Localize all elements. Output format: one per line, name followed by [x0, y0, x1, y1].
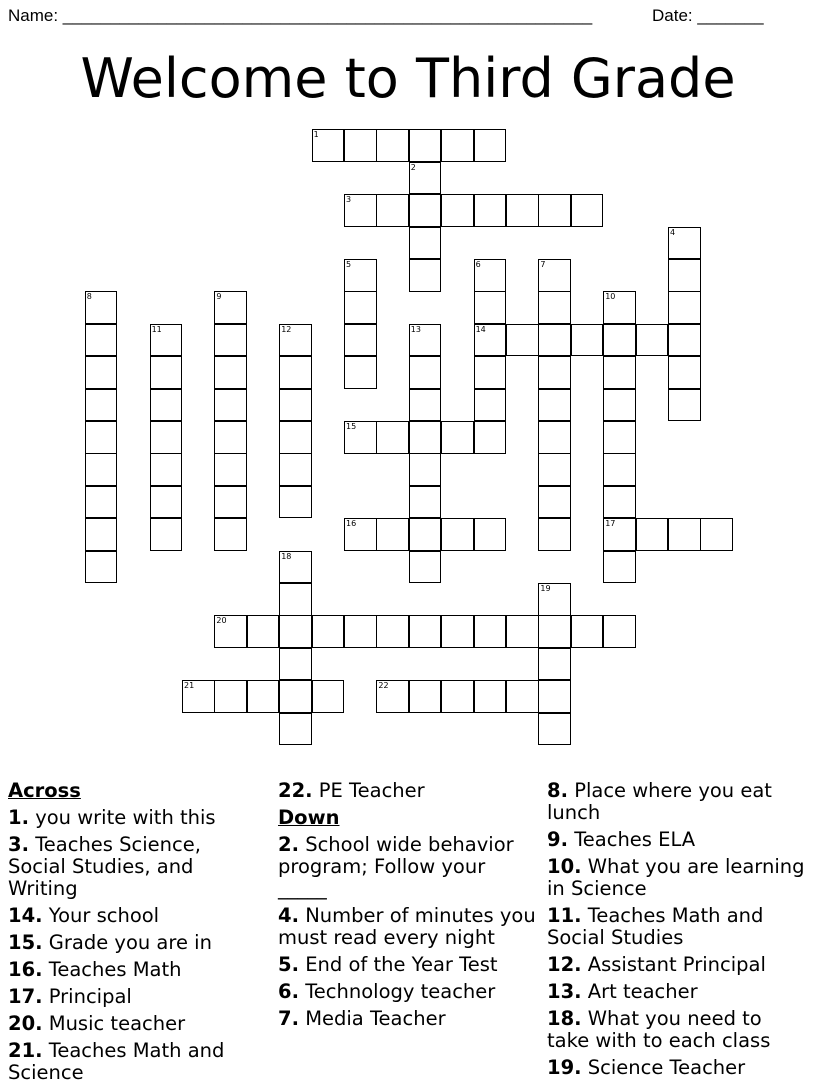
crossword-cell[interactable] [214, 615, 247, 648]
crossword-cell[interactable] [150, 518, 183, 551]
crossword-cell[interactable] [85, 453, 118, 486]
clue-across-3: 3. Teaches Science, Social Studies, and Writing [8, 833, 201, 900]
clue-down-9: 9. Teaches ELA [547, 828, 696, 851]
clue-number: 3 [346, 195, 352, 205]
crossword-cell[interactable] [85, 324, 118, 357]
crossword-cell[interactable] [603, 421, 636, 454]
crossword-cell[interactable] [441, 421, 474, 454]
crossword-cell[interactable] [538, 583, 571, 616]
clue-number: 19 [540, 584, 551, 593]
crossword-cell[interactable] [85, 389, 118, 422]
name-field: Name: ________________________________________________________ [8, 6, 593, 25]
crossword-cell[interactable] [441, 194, 474, 227]
crossword-cell[interactable] [279, 551, 312, 584]
crossword-cell[interactable] [150, 389, 183, 422]
crossword-cell[interactable] [603, 615, 636, 648]
crossword-cell[interactable] [279, 648, 312, 681]
crossword-cell[interactable] [506, 680, 539, 713]
crossword-cell[interactable] [85, 291, 118, 324]
clue-number: 13 [410, 324, 421, 334]
crossword-cell[interactable] [344, 518, 377, 551]
clue-down-10: 10. What you are learning in Science [547, 855, 805, 900]
clues-column-1 [8, 780, 263, 1089]
crossword-cell[interactable] [668, 227, 701, 260]
clue-across-15: 15. Grade you are in [8, 931, 212, 954]
crossword-cell[interactable] [409, 194, 442, 227]
crossword-cell[interactable] [636, 324, 669, 357]
clue-number: 4 [670, 227, 676, 237]
clue-number: 12 [281, 324, 292, 334]
clues-column-2 [278, 780, 540, 1035]
crossword-cell[interactable] [474, 194, 507, 227]
clue-across-17: 17. Principal [8, 985, 132, 1008]
crossword-cell[interactable] [538, 259, 571, 292]
crossword-cell[interactable] [668, 518, 701, 551]
crossword-cell[interactable] [668, 259, 701, 292]
crossword-cell[interactable] [538, 615, 571, 648]
crossword-cell[interactable] [474, 324, 507, 357]
crossword-cell[interactable] [85, 486, 118, 519]
crossword-cell[interactable] [506, 194, 539, 227]
crossword-cell[interactable] [279, 453, 312, 486]
crossword-cell[interactable] [376, 129, 409, 162]
crossword-cell[interactable] [279, 389, 312, 422]
crossword-cell[interactable] [214, 421, 247, 454]
crossword-cell[interactable] [85, 518, 118, 551]
crossword-cell[interactable] [279, 486, 312, 519]
crossword-cell[interactable] [409, 453, 442, 486]
crossword-cell[interactable] [344, 194, 377, 227]
crossword-cell[interactable] [474, 129, 507, 162]
crossword-cell[interactable] [474, 680, 507, 713]
crossword-cell[interactable] [344, 129, 377, 162]
crossword-cell[interactable] [376, 518, 409, 551]
clue-number: 15 [346, 422, 357, 431]
crossword-cell[interactable] [344, 324, 377, 357]
crossword-cell[interactable] [85, 421, 118, 454]
crossword-cell[interactable] [538, 518, 571, 551]
clue-across-20: 20. Music teacher [8, 1012, 186, 1035]
crossword-cell[interactable] [150, 453, 183, 486]
crossword-cell[interactable] [344, 291, 377, 324]
crossword-cell[interactable] [474, 389, 507, 422]
crossword-cell[interactable] [279, 583, 312, 616]
page-title: Welcome to Third Grade [80, 47, 736, 110]
crossword-cell[interactable] [344, 615, 377, 648]
crossword-cell[interactable] [279, 421, 312, 454]
across-heading: Across [8, 779, 81, 802]
clue-number: 10 [605, 292, 616, 302]
clue-down-11: 11. Teaches Math and Social Studies [547, 904, 764, 949]
crossword-cell[interactable] [603, 356, 636, 389]
crossword-cell[interactable] [214, 324, 247, 357]
clue-number: 6 [475, 260, 481, 269]
crossword-cell[interactable] [214, 486, 247, 519]
crossword-cell[interactable] [409, 227, 442, 260]
crossword-cell[interactable] [85, 551, 118, 584]
date-field: Date: _______ [652, 6, 764, 25]
crossword-cell[interactable] [636, 518, 669, 551]
crossword-cell[interactable] [571, 324, 604, 357]
clue-number: 14 [475, 324, 486, 334]
crossword-cell[interactable] [603, 389, 636, 422]
crossword-cell[interactable] [538, 648, 571, 681]
crossword-cell[interactable] [474, 615, 507, 648]
clue-number: 22 [378, 681, 389, 691]
crossword-cell[interactable] [214, 518, 247, 551]
crossword-cell[interactable] [182, 680, 215, 713]
crossword-cell[interactable] [668, 324, 701, 357]
crossword-cell[interactable] [376, 421, 409, 454]
crossword-cell[interactable] [538, 486, 571, 519]
crossword-cell[interactable] [409, 129, 442, 162]
crossword-cell[interactable] [150, 421, 183, 454]
crossword-cell[interactable] [409, 518, 442, 551]
crossword-cell[interactable] [150, 356, 183, 389]
crossword-cell[interactable] [571, 615, 604, 648]
crossword-cell[interactable] [538, 324, 571, 357]
clue-number: 1 [313, 130, 319, 140]
clue-across-21: 21. Teaches Math and Science [8, 1039, 225, 1084]
crossword-cell[interactable] [441, 615, 474, 648]
crossword-cell[interactable] [474, 518, 507, 551]
crossword-cell[interactable] [474, 291, 507, 324]
crossword-cell[interactable] [85, 356, 118, 389]
crossword-cell[interactable] [538, 713, 571, 746]
crossword-cell[interactable] [312, 129, 345, 162]
crossword-cell[interactable] [538, 680, 571, 713]
crossword-cell[interactable] [279, 615, 312, 648]
down-heading: Down [278, 806, 340, 829]
crossword-cell[interactable] [409, 615, 442, 648]
clue-down-12: 12. Assistant Principal [547, 953, 766, 976]
crossword-cell[interactable] [344, 421, 377, 454]
clue-across-16: 16. Teaches Math [8, 958, 182, 981]
clue-down-18: 18. What you need to take with to each class [547, 1007, 771, 1052]
clue-down-13: 13. Art teacher [547, 980, 698, 1003]
crossword-cell[interactable] [441, 680, 474, 713]
crossword-cell[interactable] [441, 518, 474, 551]
crossword-cell[interactable] [409, 389, 442, 422]
crossword-cell[interactable] [279, 680, 312, 713]
clue-across-1: 1. you write with this [8, 806, 216, 829]
crossword-cell[interactable] [538, 389, 571, 422]
crossword-cell[interactable] [150, 486, 183, 519]
crossword-cell[interactable] [409, 486, 442, 519]
crossword-cell[interactable] [214, 453, 247, 486]
crossword-cell[interactable] [506, 615, 539, 648]
clue-number: 17 [605, 519, 616, 529]
crossword-cell[interactable] [214, 680, 247, 713]
clue-across-22: 22. PE Teacher [278, 779, 425, 802]
clue-number: 8 [86, 292, 92, 302]
crossword-cell[interactable] [538, 356, 571, 389]
clue-number: 7 [540, 260, 546, 269]
crossword-cell[interactable] [376, 194, 409, 227]
crossword-cell[interactable] [603, 518, 636, 551]
crossword-cell[interactable] [279, 324, 312, 357]
crossword-cell[interactable] [312, 615, 345, 648]
crossword-cell[interactable] [538, 453, 571, 486]
crossword-cell[interactable] [279, 713, 312, 746]
crossword-cell[interactable] [538, 421, 571, 454]
crossword-cell[interactable] [409, 259, 442, 292]
crossword-cell[interactable] [506, 324, 539, 357]
crossword-cell[interactable] [150, 324, 183, 357]
crossword-cell[interactable] [344, 356, 377, 389]
crossword-cell[interactable] [409, 680, 442, 713]
clues-column-3 [547, 780, 809, 1084]
crossword-cell[interactable] [247, 615, 280, 648]
crossword-cell[interactable] [279, 356, 312, 389]
clue-down-19: 19. Science Teacher [547, 1056, 746, 1079]
crossword-cell[interactable] [700, 518, 733, 551]
clue-number: 16 [346, 519, 357, 529]
crossword-cell[interactable] [474, 259, 507, 292]
clue-down-2: 2. School wide behavior program; Follow your _____ [278, 833, 514, 900]
crossword-cell[interactable] [474, 356, 507, 389]
crossword-cell[interactable] [603, 486, 636, 519]
clue-number: 2 [410, 162, 416, 172]
crossword-cell[interactable] [571, 194, 604, 227]
crossword-cell[interactable] [214, 291, 247, 324]
crossword-cell[interactable] [214, 356, 247, 389]
crossword-cell[interactable] [668, 291, 701, 324]
crossword-cell[interactable] [312, 680, 345, 713]
crossword-cell[interactable] [538, 194, 571, 227]
crossword-cell[interactable] [409, 324, 442, 357]
clue-number: 21 [184, 681, 195, 691]
clue-number: 9 [216, 292, 222, 302]
clue-down-5: 5. End of the Year Test [278, 953, 498, 976]
crossword-cell[interactable] [603, 324, 636, 357]
crossword-cell[interactable] [409, 162, 442, 195]
crossword-cell[interactable] [474, 421, 507, 454]
crossword-cell[interactable] [409, 551, 442, 584]
clue-down-6: 6. Technology teacher [278, 980, 496, 1003]
crossword-cell[interactable] [247, 680, 280, 713]
crossword-cell[interactable] [376, 615, 409, 648]
clue-down-7: 7. Media Teacher [278, 1007, 446, 1030]
clue-across-14: 14. Your school [8, 904, 160, 927]
clue-number: 5 [346, 260, 352, 269]
clue-down-4: 4. Number of minutes you must read every night [278, 904, 536, 949]
clue-number: 18 [281, 551, 292, 561]
crossword-cell[interactable] [538, 291, 571, 324]
crossword-cell[interactable] [409, 356, 442, 389]
crossword-cell[interactable] [376, 680, 409, 713]
crossword-cell[interactable] [668, 389, 701, 422]
crossword-cell[interactable] [409, 421, 442, 454]
clue-down-8: 8. Place where you eat lunch [547, 779, 772, 824]
crossword-cell[interactable] [603, 291, 636, 324]
clue-number: 11 [151, 324, 162, 334]
crossword-cell[interactable] [603, 453, 636, 486]
crossword-cell[interactable] [344, 259, 377, 292]
crossword-cell[interactable] [668, 356, 701, 389]
clue-number: 20 [216, 616, 227, 626]
crossword-cell[interactable] [214, 389, 247, 422]
crossword-cell[interactable] [603, 551, 636, 584]
crossword-cell[interactable] [441, 129, 474, 162]
